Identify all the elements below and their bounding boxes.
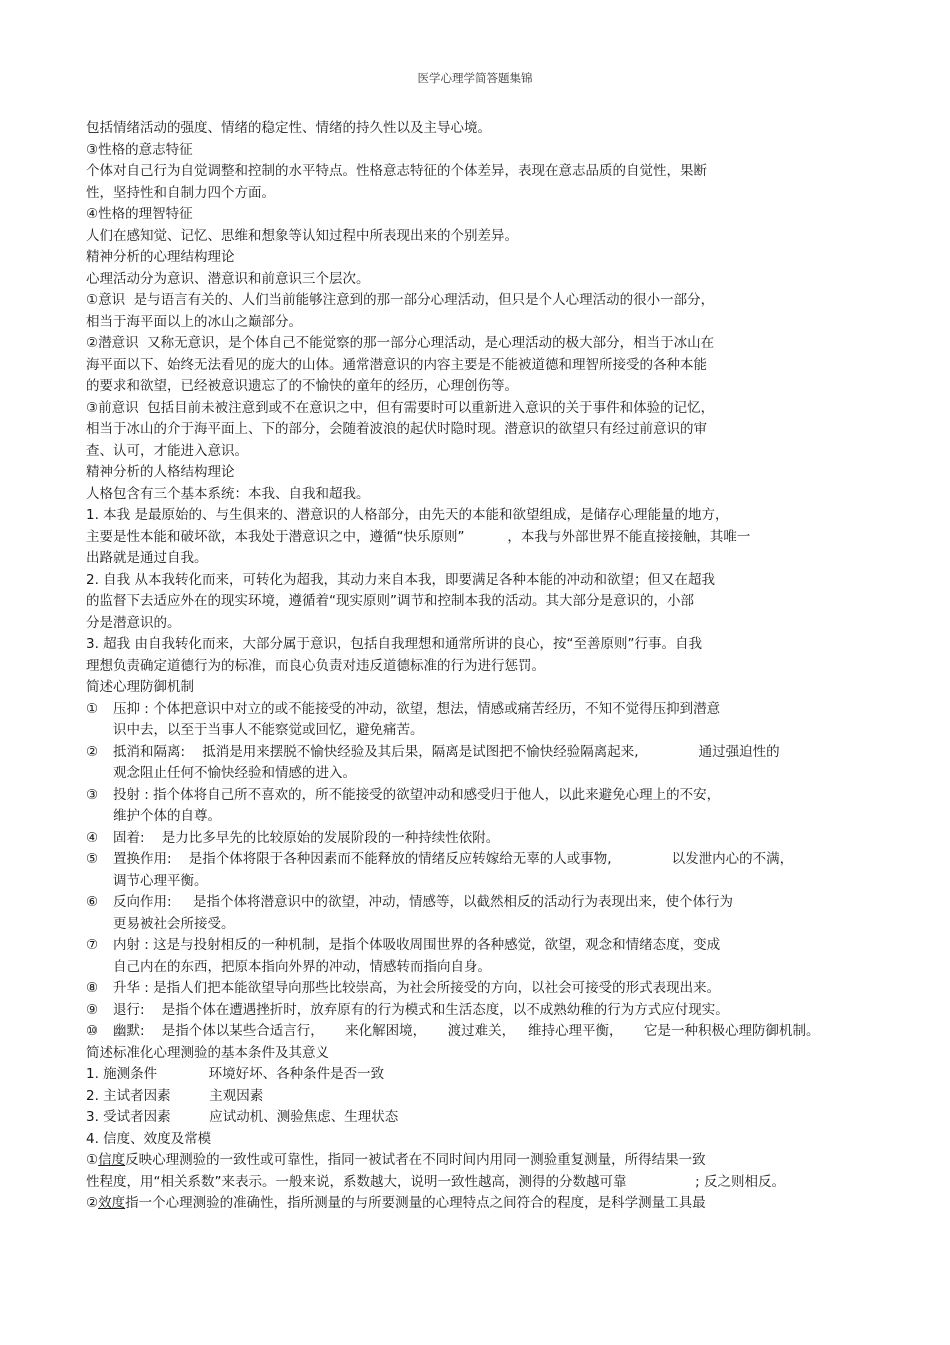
line-text: 人格包含有三个基本系统：本我、自我和超我。 [86, 485, 370, 502]
list-number: ④ [86, 829, 99, 846]
text-line [86, 419, 876, 441]
list-item [86, 828, 876, 850]
list-item-text [113, 828, 876, 850]
line-text: 海平面以下、始终无法看见的庞大的山体。通常潜意识的内容主要是不能被道德和理智所接受的各种本能 [86, 356, 707, 373]
text-line [86, 183, 876, 205]
page-header: 医学心理学简答题集锦 [417, 71, 533, 85]
list-item-line: 退行: 是指个体在遭遇挫折时，放弃原有的行为模式和生活态度，以不成熟幼稚的行为方式应付现实。 [113, 1001, 729, 1018]
list-item [86, 785, 876, 828]
text-line [86, 484, 876, 506]
list-number: ⑨ [86, 1001, 99, 1018]
line-text: 出路就是通过自我。 [86, 550, 208, 566]
line-text: 简述心理防御机制 [86, 679, 194, 695]
text-line [86, 312, 876, 334]
line-text: 指一个心理测验的准确性，指所测量的与所要测量的心理特点之间符合的程度，是科学测量工具最 [125, 1195, 706, 1211]
line-text: ①意识 是与语言有关的、人们当前能够注意到的那一部分心理活动，但只是个人心理活动的很小一部分， [86, 292, 715, 308]
line-text: 相当于冰山的介于海平面上、下的部分，会随着波浪的起伏时隐时现。潜意识的欲望只有经过前意识的审 [86, 421, 707, 437]
text-line [86, 570, 876, 592]
list-number: ⑩ [86, 1023, 99, 1039]
line-text: 的监督下去适应外在的现实环境，遵循着“现实原则”调节和控制本我的活动。其大部分是意识的，小部 [86, 593, 694, 609]
line-text: 性程度，用“相关系数”来表示。一般来说，系数越大，说明一致性越高，测得的分数越可靠 ; 反之则相反。 [86, 1173, 785, 1190]
list-item [86, 892, 876, 935]
list-item-text [113, 699, 876, 742]
list-item [86, 742, 876, 785]
text-line [86, 527, 876, 549]
text-line [86, 1172, 876, 1194]
list-item-text [113, 935, 876, 978]
line-text: 相当于海平面以上的冰山之巅部分。 [86, 313, 302, 330]
line-text: 包括情绪活动的强度、情绪的稳定性、情绪的持久性以及主导心境。 [86, 120, 491, 136]
list-number: ⑧ [86, 980, 99, 996]
list-item-line: 调节心理平衡。 [113, 872, 208, 889]
text-line [86, 1129, 876, 1151]
list-number: ⑦ [86, 937, 99, 953]
list-item-line: 幽默: 是指个体以某些合适言行， 来化解困境， 渡过难关， 维持心理平衡， 它是一种积极心理防御机制。 [113, 1023, 820, 1039]
text-line [86, 140, 876, 162]
line-text: 1. 施测条件 环境好坏、各种条件是否一致 [86, 1066, 385, 1082]
line-text: 主要是性本能和破坏欲，本我处于潜意识之中，遵循“快乐原则” ，本我与外部世界不能直接接触，其唯一 [86, 528, 751, 545]
underlined-term: 效度 [98, 1195, 126, 1211]
text-line [86, 441, 876, 463]
text-line [86, 1086, 876, 1108]
list-item-line: 固着: 是力比多早先的比较原始的发展阶段的一种持续性依附。 [113, 829, 500, 846]
list-item-text [113, 978, 876, 1000]
line-text: 个体对自己行为自觉调整和控制的水平特点。性格意志特征的个体差异，表现在意志品质的自觉性，果断 [86, 163, 707, 179]
line-text: ③性格的意志特征 [86, 141, 193, 158]
text-line [86, 376, 876, 398]
list-item [86, 1000, 876, 1022]
list-item-line: 自己内在的东西，把原本指向外界的冲动，情感转而指向自身。 [113, 958, 491, 975]
line-text: 的要求和欲望，已经被意识遗忘了的不愉快的童年的经历，心理创伤等。 [86, 378, 518, 394]
text-line [86, 290, 876, 312]
list-item-text [113, 892, 876, 935]
line-text: 分是潜意识的。 [86, 614, 181, 631]
line-text: 精神分析的心理结构理论 [86, 249, 235, 265]
line-prefix: ② [86, 1195, 99, 1211]
list-number: ① [86, 700, 99, 717]
line-text: 1. 本我 是最原始的、与生俱来的、潜意识的人格部分，由先天的本能和欲望组成，是储存心理能量的地方， [86, 507, 729, 523]
text-line [86, 677, 876, 699]
line-text: 2. 主试者因素 主观因素 [86, 1087, 264, 1104]
list-number: ⑥ [86, 894, 99, 910]
text-line [86, 548, 876, 570]
list-item-line: 识中去，以至于当事人不能察觉或回忆，避免痛苦。 [113, 722, 424, 738]
list-item [86, 849, 876, 892]
list-number: ② [86, 743, 99, 760]
line-text: 2. 自我 从本我转化而来，可转化为超我，其动力来自本我，即要满足各种本能的冲动和欲望；但又在超我 [86, 571, 715, 588]
line-text: 心理活动分为意识、潜意识和前意识三个层次。 [86, 270, 370, 287]
document-body [86, 118, 876, 1215]
text-line [86, 355, 876, 377]
line-text: 3. 受试者因素 应试动机、测验焦虑、生理状态 [86, 1109, 399, 1125]
list-item-text [113, 1000, 876, 1022]
line-text: 性，坚持性和自制力四个方面。 [86, 184, 275, 201]
text-line [86, 247, 876, 269]
line-text: 3. 超我 由自我转化而来，大部分属于意识，包括自我理想和通常所讲的良心，按“至善原则”行事。自我 [86, 636, 702, 652]
text-line [86, 656, 876, 678]
text-line [86, 1107, 876, 1129]
text-line [86, 462, 876, 484]
text-line [86, 591, 876, 613]
text-line [86, 1064, 876, 1086]
text-line [86, 161, 876, 183]
list-item [86, 978, 876, 1000]
text-line [86, 398, 876, 420]
list-item-line: 反向作用: 是指个体将潜意识中的欲望，冲动，情感等，以截然相反的活动行为表现出来，使个体行为 [113, 894, 734, 910]
line-prefix: ① [86, 1152, 99, 1168]
list-item-text [113, 849, 876, 892]
list-item [86, 1021, 876, 1043]
list-item-line: 升华 : 是指人们把本能欲望导向那些比较崇高，为社会所接受的方向，以社会可接受的形式表现出来。 [113, 980, 721, 996]
list-number: ③ [86, 786, 99, 803]
list-item-line: 投射 : 指个体将自己所不喜欢的，所不能接受的欲望冲动和感受归于他人，以此来避免心理上的不安， [113, 786, 721, 803]
text-line [86, 204, 876, 226]
list-item [86, 699, 876, 742]
line-text: ③前意识 包括目前未被注意到或不在意识之中，但有需要时可以重新进入意识的关于事件和体验的记忆， [86, 399, 715, 416]
list-item-line: 维护个体的自尊。 [113, 808, 221, 824]
line-text: ④性格的理智特征 [86, 206, 193, 222]
text-line [86, 1043, 876, 1065]
list-item-text [113, 785, 876, 828]
list-item-line: 压抑 : 个体把意识中对立的或不能接受的冲动，欲望，想法，情感或痛苦经历，不知不觉得压抑到潜意 [113, 700, 721, 717]
list-item-line: 抵消和隔离: 抵消是用来摆脱不愉快经验及其后果，隔离是试图把不愉快经验隔离起来, 通过强迫性的 [113, 743, 780, 760]
text-line [86, 226, 876, 248]
line-text: 简述标准化心理测验的基本条件及其意义 [86, 1044, 329, 1061]
underlined-term: 信度 [98, 1152, 126, 1168]
line-text: 精神分析的人格结构理论 [86, 464, 235, 480]
text-line [86, 269, 876, 291]
line-text: 反映心理测验的一致性或可靠性，指同一被试者在不同时间内用同一测验重复测量，所得结果一致 [125, 1152, 706, 1168]
list-number: ⑤ [86, 851, 99, 867]
text-line [86, 505, 876, 527]
text-line [86, 1150, 876, 1172]
list-item [86, 935, 876, 978]
text-line [86, 333, 876, 355]
line-text: ②潜意识 又称无意识，是个体自己不能觉察的那一部分心理活动，是心理活动的极大部分，相当于冰山在 [86, 335, 715, 351]
text-line [86, 118, 876, 140]
text-line [86, 613, 876, 635]
text-line [86, 634, 876, 656]
list-item-text [113, 742, 876, 785]
text-line [86, 1193, 876, 1215]
line-text: 理想负责确定道德行为的标准，而良心负责对违反道德标准的行为进行惩罚。 [86, 657, 545, 674]
line-text: 人们在感知觉、记忆、思维和想象等认知过程中所表现出来的个别差异。 [86, 227, 518, 244]
list-item-line: 内射 : 这是与投射相反的一种机制，是指个体吸收周围世界的各种感觉，欲望，观念和情绪态度，变成 [113, 937, 721, 953]
line-text: 4. 信度、效度及常模 [86, 1130, 212, 1147]
list-item-line: 观念阻止任何不愉快经验和情感的进入。 [113, 765, 356, 781]
list-item-text [113, 1021, 876, 1043]
line-text: 查、认可，才能进入意识。 [86, 442, 248, 459]
list-item-line: 置换作用: 是指个体将限于各种因素而不能释放的情绪反应转嫁给无辜的人或事物, 以发泄内心的不满， [113, 851, 794, 867]
list-item-line: 更易被社会所接受。 [113, 915, 235, 932]
